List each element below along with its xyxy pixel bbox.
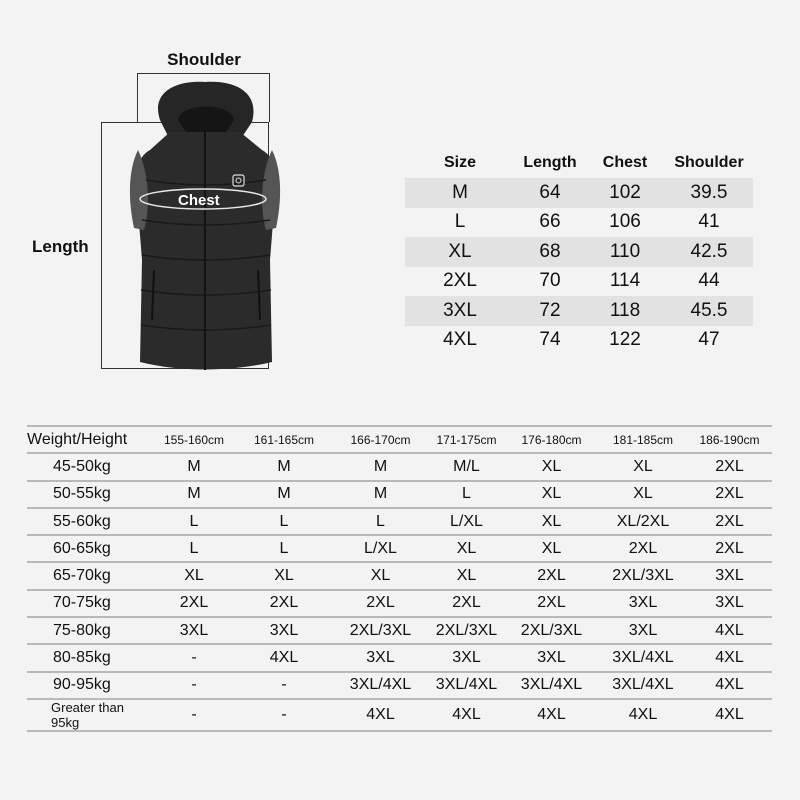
table-cell: 4XL [599,699,687,731]
table-cell: L/XL [332,535,429,562]
table-cell: - [236,672,332,699]
table-row [27,508,772,535]
height-header: 186-190cm [687,426,772,453]
table-cell: XL [405,237,515,267]
weight-label: 80-85kg [27,644,152,671]
table-cell: 2XL [504,562,599,589]
table-cell: M [236,453,332,480]
height-header: 171-175cm [429,426,504,453]
size-measurements-table [405,148,753,355]
table-cell: 4XL [687,672,772,699]
table-cell: 4XL [332,699,429,731]
table-cell: 4XL [429,699,504,731]
table-cell: 3XL [152,617,236,644]
shoulder-label: Shoulder [167,50,241,69]
table-cell: 4XL [687,644,772,671]
table-cell: 2XL/3XL [429,617,504,644]
table-cell: 70 [539,270,561,292]
weight-table-header [27,426,772,453]
table-cell: 2XL [687,508,772,535]
table-cell: 2XL [687,481,772,508]
table-cell: 3XL [429,644,504,671]
table-cell: 4XL [687,699,772,731]
table-cell: XL [332,562,429,589]
vest-image [120,80,290,375]
table-row [27,672,772,699]
table-cell: 122 [609,329,641,351]
table-cell: 45.5 [665,296,753,326]
weight-label: 50-55kg [27,481,152,508]
weight-label: 75-80kg [27,617,152,644]
table-cell: XL [504,508,599,535]
table-cell: 4XL [236,644,332,671]
table-cell: 4XL [443,329,477,351]
table-row [27,699,772,731]
table-row [27,562,772,589]
table-cell: XL [429,562,504,589]
table-cell: 2XL [152,590,236,617]
table-cell: 3XL [405,296,515,326]
table-cell: 2XL [687,453,772,480]
table-cell: L [429,481,504,508]
table-cell: 2XL/3XL [332,617,429,644]
table-row [405,178,753,208]
table-cell: 2XL [332,590,429,617]
height-header: 181-185cm [599,426,687,453]
table-cell: XL [504,481,599,508]
table-row [27,644,772,671]
table-cell: 42.5 [665,237,753,267]
table-cell: 118 [585,296,665,326]
table-row [27,481,772,508]
table-cell: 64 [515,178,585,208]
table-cell: 72 [515,296,585,326]
table-cell: 2XL/3XL [599,562,687,589]
table-cell: 3XL/4XL [332,672,429,699]
table-cell: L [236,535,332,562]
table-cell: 74 [539,329,561,351]
height-header: 166-170cm [332,426,429,453]
weight-label: 60-65kg [27,535,152,562]
column-header: Shoulder [674,154,744,171]
table-cell: XL [429,535,504,562]
table-cell: XL [504,535,599,562]
height-header: 161-165cm [236,426,332,453]
table-cell: - [152,699,236,731]
table-cell: 66 [539,211,561,233]
length-label: Length [32,237,89,256]
table-cell: 3XL [599,617,687,644]
table-cell: 68 [515,237,585,267]
table-cell: 2XL [236,590,332,617]
table-cell: 44 [698,270,720,292]
weight-label: 65-70kg [27,562,152,589]
table-row [405,296,753,326]
table-cell: 4XL [504,699,599,731]
weight-label: 55-60kg [27,508,152,535]
table-cell: 3XL/4XL [599,672,687,699]
column-header: Chest [602,154,648,171]
table-cell: 2XL [504,590,599,617]
table-row [27,453,772,480]
table-cell: L [332,508,429,535]
weight-height-size-table [27,425,772,732]
table-cell: M [332,453,429,480]
table-cell: - [152,672,236,699]
table-cell: 47 [698,329,720,351]
table-cell: 3XL [332,644,429,671]
table-row [27,617,772,644]
table-cell: XL/2XL [599,508,687,535]
table-cell: XL [152,562,236,589]
table-cell: - [152,644,236,671]
column-header: Length [523,154,577,171]
corner-header: Weight/Height [27,426,152,453]
table-cell: M [152,481,236,508]
weight-label: 45-50kg [27,453,152,480]
table-cell: XL [236,562,332,589]
table-cell: M [332,481,429,508]
height-header: 176-180cm [504,426,599,453]
table-cell: 102 [585,178,665,208]
size-table-header [405,148,753,178]
table-cell: 3XL [687,562,772,589]
table-cell: 41 [698,211,720,233]
table-cell: 3XL [504,644,599,671]
table-cell: 39.5 [665,178,753,208]
table-row [405,267,753,297]
chest-label: Chest [178,192,220,209]
table-cell: 2XL/3XL [504,617,599,644]
table-cell: 3XL [236,617,332,644]
table-cell: M [236,481,332,508]
table-row [405,326,753,356]
table-cell: M/L [429,453,504,480]
table-cell: 110 [585,237,665,267]
height-header: 155-160cm [152,426,236,453]
column-header: Size [443,154,476,171]
table-row [27,590,772,617]
weight-label: 90-95kg [27,672,152,699]
table-row [405,237,753,267]
table-cell: L [236,508,332,535]
table-row [27,535,772,562]
table-cell: L [152,535,236,562]
table-cell: 3XL [599,590,687,617]
table-cell: 3XL/4XL [504,672,599,699]
table-cell: 106 [609,211,641,233]
weight-label: 70-75kg [27,590,152,617]
weight-label: Greater than 95kg [27,699,152,731]
table-cell: 2XL [429,590,504,617]
table-cell: XL [599,481,687,508]
table-cell: 2XL [687,535,772,562]
table-cell: M [152,453,236,480]
table-cell: L [152,508,236,535]
table-cell: 3XL [687,590,772,617]
table-cell: 3XL/4XL [599,644,687,671]
table-row [405,208,753,238]
table-cell: L [454,211,466,233]
table-cell: L/XL [429,508,504,535]
table-cell: 4XL [687,617,772,644]
table-cell: 114 [609,270,641,292]
table-cell: - [236,699,332,731]
table-cell: M [405,178,515,208]
table-cell: XL [599,453,687,480]
table-cell: 3XL/4XL [429,672,504,699]
table-cell: XL [504,453,599,480]
table-cell: 2XL [443,270,477,292]
table-cell: 2XL [599,535,687,562]
